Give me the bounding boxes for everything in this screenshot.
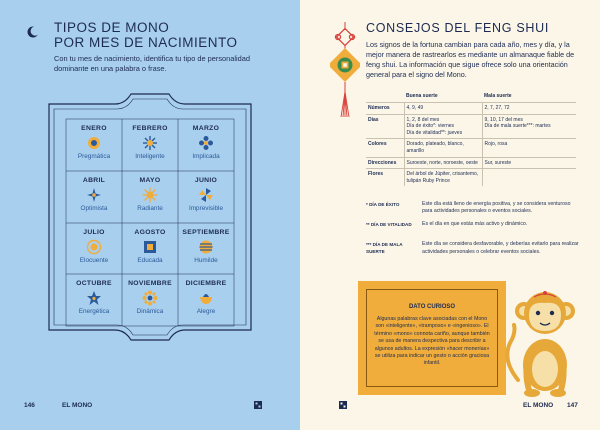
running-head-left: EL MONO xyxy=(62,402,93,409)
month-cell-junio: JUNIO Imprevisible xyxy=(188,176,224,212)
table-row: Números 4, 9, 49 2, 7, 27, 72 xyxy=(366,103,576,115)
table-row: Días 1, 2, 8 del mes Día de éxito*: viernes Día de vitalidad**: jueves 9, 10, 17 del mes Día de mala suerte***: martes xyxy=(366,114,576,139)
moon-icon xyxy=(27,26,39,38)
month-cell-septiembre: SEPTIEMBRE Humilde xyxy=(182,228,230,264)
publisher-logo-right-icon xyxy=(339,401,347,409)
month-cell-julio: JULIO Elocuente xyxy=(79,228,109,264)
circle-sun-icon xyxy=(86,239,102,255)
spark-icon xyxy=(86,187,102,203)
striped-circle-icon xyxy=(198,239,214,255)
monkey-illustration-icon xyxy=(500,285,590,400)
table-row: Colores Dorado, plateado, blanco, amarillo Rojo, rosa xyxy=(366,139,576,157)
radiant-sun-icon xyxy=(142,187,158,203)
footnotes xyxy=(366,201,581,262)
flower-icon xyxy=(198,135,214,151)
wheel-icon xyxy=(142,290,158,306)
month-cell-noviembre: NOVIEMBRE Dinámica xyxy=(128,280,172,316)
sunburst-icon xyxy=(142,135,158,151)
month-cell-octubre: OCTUBRE Energética xyxy=(76,280,112,316)
pinwheel-icon xyxy=(198,187,214,203)
months-grid xyxy=(66,119,234,326)
page-title: TIPOS DE MONO POR MES DE NACIMIENTO xyxy=(54,20,238,50)
month-cell-febrero: FEBRERO Inteligente xyxy=(132,125,168,160)
running-head-right: EL MONO xyxy=(523,402,554,409)
section-title: CONSEJOS DEL FENG SHUI xyxy=(366,21,550,35)
footnote-bad-luck-day: *** DÍA DE MALA SUERTE Este día se considera desfavorable, y deberías evitarlo para realizar actividades personales o celebrar eventos sociales. xyxy=(366,241,579,255)
feng-shui-intro: Los signos de la fortuna cambian para cada año, mes y día, y la mejor manera de rastrearlos es mediante un almanaque fiable de feng shui. La información que sigue ofrece solo una orientación general para el signo del Mono. xyxy=(366,40,575,79)
page-number-right: 147 xyxy=(567,402,578,409)
header-good-luck: Buena suerte xyxy=(406,93,438,99)
fun-fact-title: DATO CURIOSO xyxy=(408,304,456,310)
month-cell-agosto: AGOSTO Educada xyxy=(134,228,166,264)
sun-icon xyxy=(86,135,102,151)
page-number-left: 146 xyxy=(24,402,35,409)
month-cell-mayo: MAYO Radiante xyxy=(137,176,163,212)
publisher-logo-icon xyxy=(254,401,262,409)
month-cell-diciembre: DICIEMBRE Alegre xyxy=(185,280,227,316)
intro-text: Con tu mes de nacimiento, identifica tu tipo de personalidad dominante en una palabra o frase. xyxy=(54,54,250,73)
footnote-success-day: * DÍA DE ÉXITO Este día está lleno de energía positiva, y se considera venturoso para actividades personales o eventos sociales. xyxy=(366,201,571,215)
bowl-icon xyxy=(198,290,214,306)
table-row: Direcciones Suroeste, norte, noroeste, oeste Sur, sureste xyxy=(366,157,576,169)
fun-fact-body: Algunas palabras clave asociadas con el Mono son «inteligente», «tramposo» e «ingenioso». El término «mono» connota cariño, aunque también se usa de manera despectiva para describir a algunos adultos. La expresión «hacer monerías» se utiliza para indicar un gesto o acción graciosa infantil. xyxy=(374,316,490,367)
luck-table-header xyxy=(366,91,576,103)
table-row: Flores Del árbol de Júpiter, crisantemo, tulipán Ruby Prince xyxy=(366,169,576,187)
month-cell-enero: ENERO Pregmática xyxy=(77,125,111,160)
month-cell-abril: ABRIL Optimista xyxy=(80,176,108,212)
footnote-vitality-day: ** DÍA DE VITALIDAD Es el día en que estás más activo y dinámico. xyxy=(366,221,528,228)
star-icon xyxy=(86,290,102,306)
chinese-knot-icon xyxy=(330,22,360,117)
month-cell-marzo: MARZO Implicada xyxy=(192,125,220,160)
luck-table xyxy=(366,91,576,186)
square-icon xyxy=(142,239,158,255)
header-bad-luck: Mala suerte xyxy=(484,93,512,99)
